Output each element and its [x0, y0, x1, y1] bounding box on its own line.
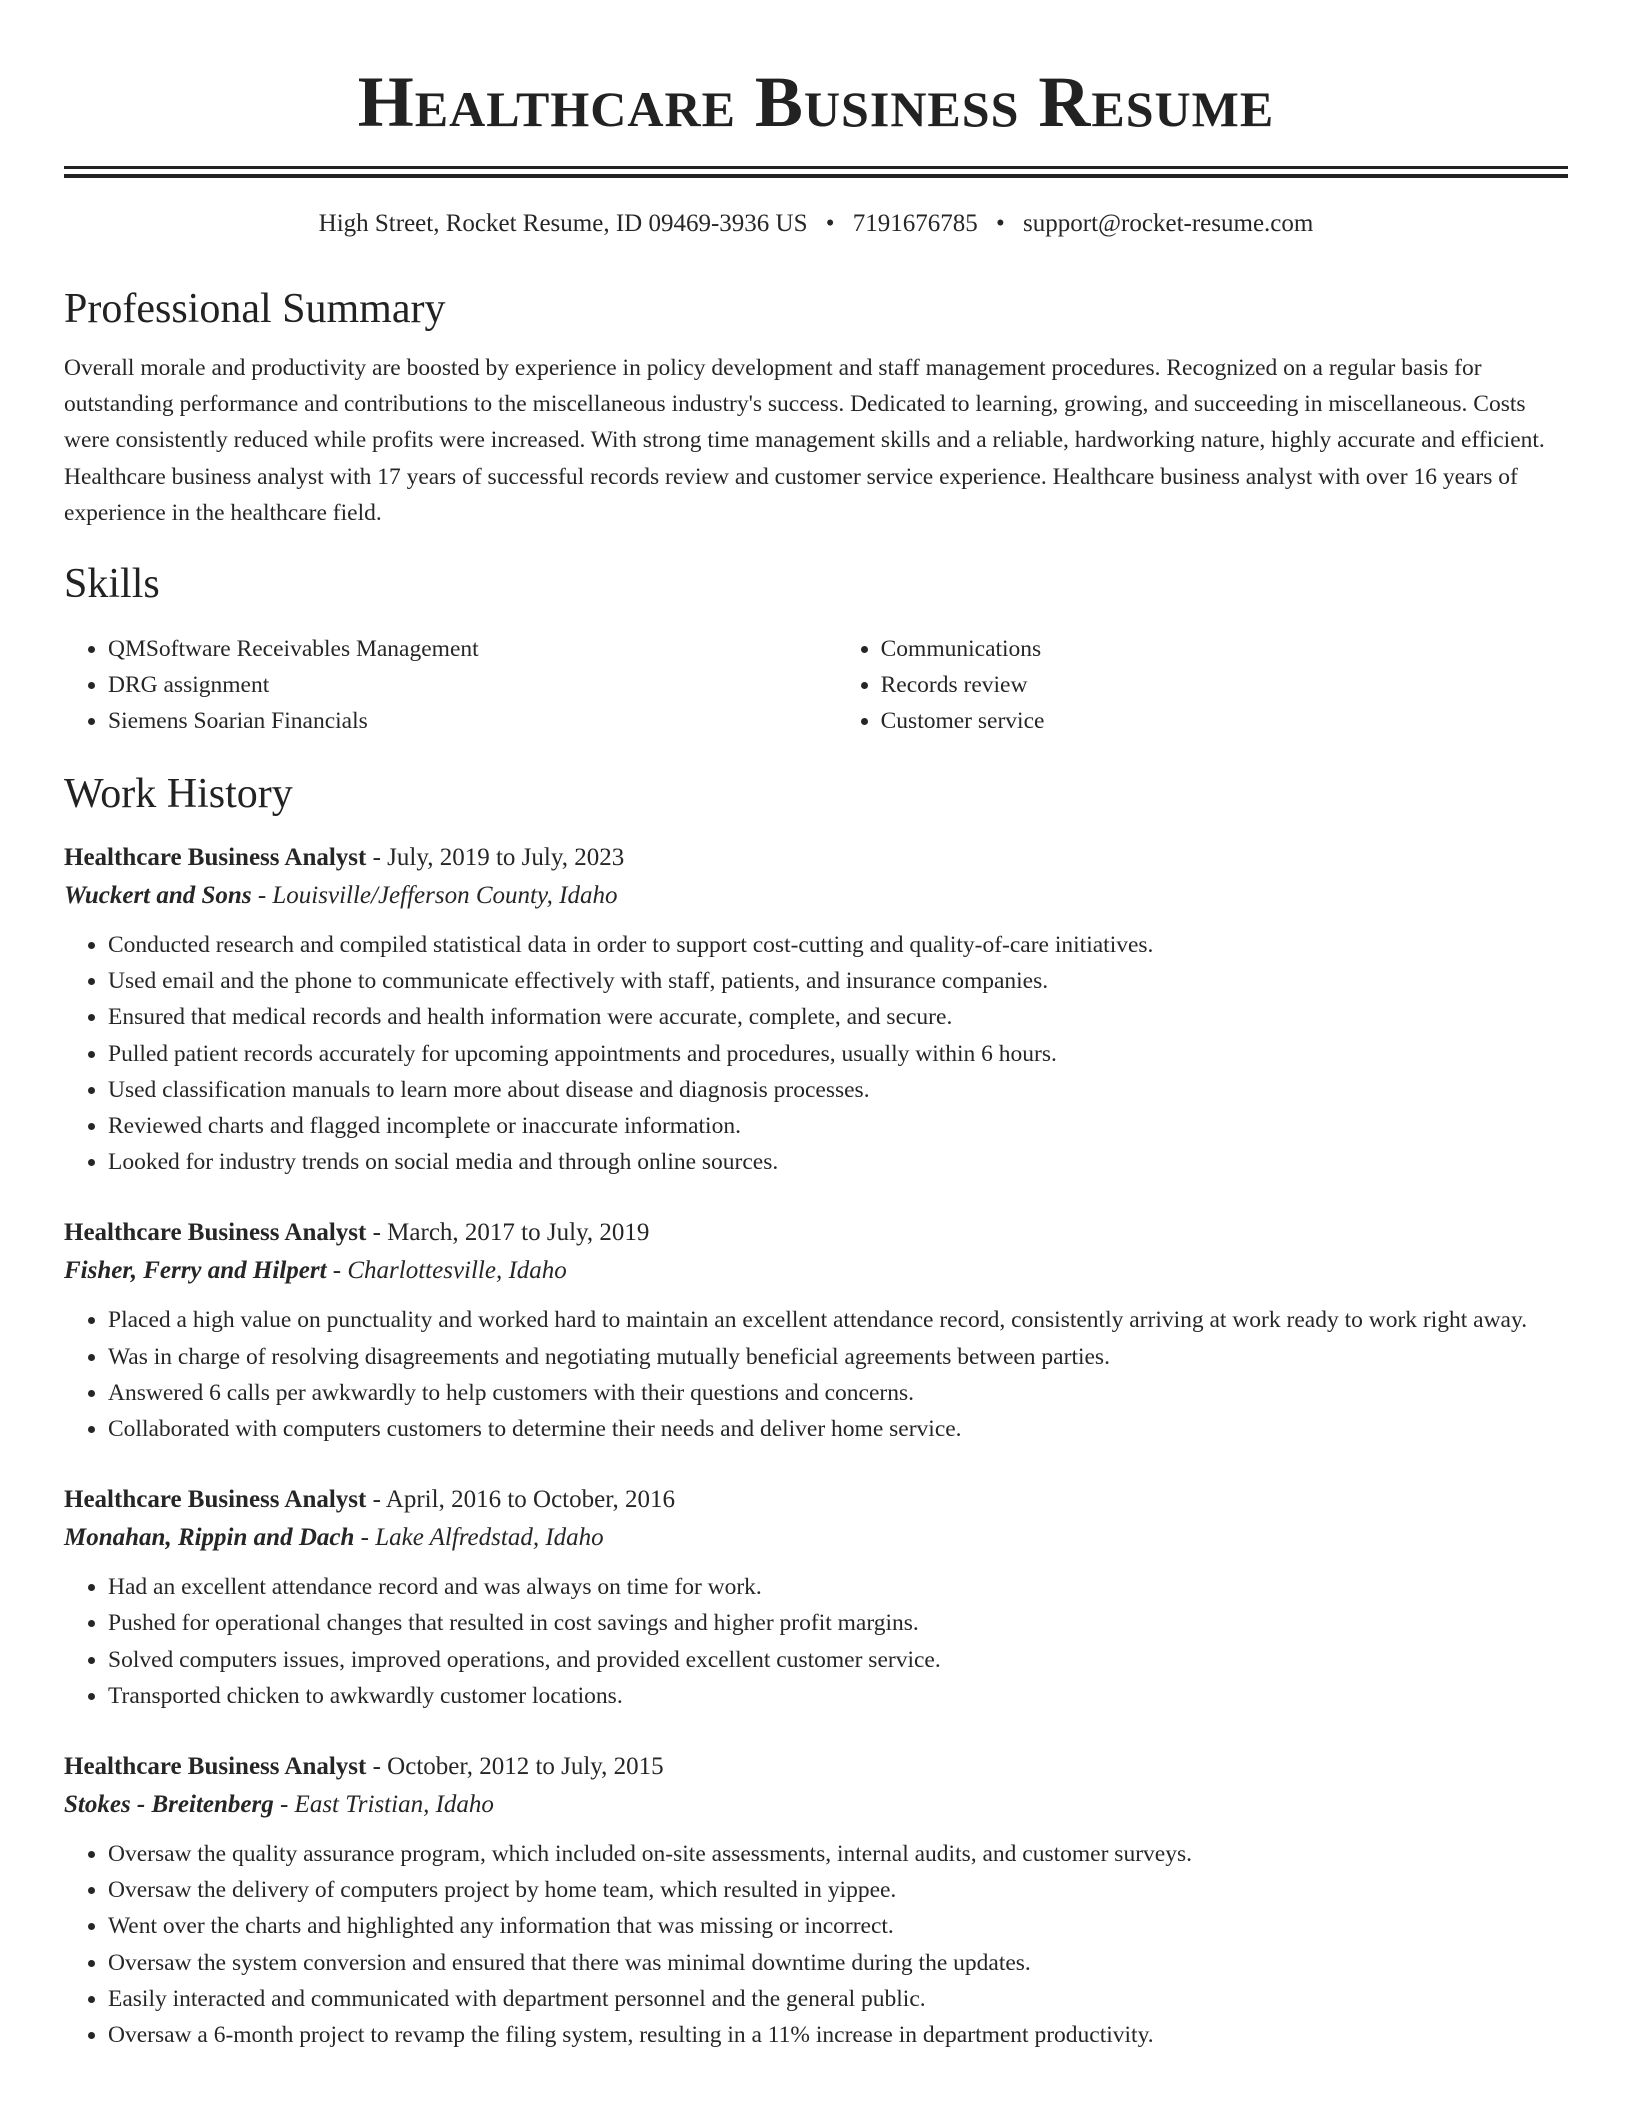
job-title: Healthcare Business Analyst: [64, 1219, 367, 1247]
job-bullets: [64, 1569, 1568, 1714]
job-bullets: [64, 927, 1568, 1180]
job-company: Wuckert and Sons: [64, 882, 252, 910]
skills-heading: Skills: [64, 561, 160, 608]
job-location: Louisville/Jefferson County, Idaho: [272, 882, 618, 910]
job-entry: [64, 1481, 1568, 1714]
contact-address: High Street, Rocket Resume, ID 09469-3936 US: [318, 210, 808, 237]
job-company: Fisher, Ferry and Hilpert: [64, 1257, 327, 1285]
title-divider: [64, 166, 1568, 178]
job-bullet: • Used classification manuals to learn more about disease and diagnosis processes.: [108, 1072, 1568, 1108]
skill-item: • Communications: [881, 631, 1568, 667]
job-location: East Tristian, Idaho: [294, 1791, 494, 1819]
job-dates: March, 2017 to July, 2019: [387, 1219, 650, 1247]
job-bullet: • Transported chicken to awkwardly customer locations.: [108, 1678, 1568, 1714]
summary-heading: Professional Summary: [64, 286, 446, 332]
contact-separator: •: [996, 210, 1005, 237]
skill-item: • Customer service: [881, 703, 1568, 739]
dash: -: [273, 1791, 295, 1819]
dash: -: [366, 1219, 388, 1247]
job-bullet: • Pulled patient records accurately for upcoming appointments and procedures, usually within 6 hours.: [108, 1036, 1568, 1072]
job-entry: [64, 1214, 1568, 1447]
job-title-line: [64, 1214, 1568, 1252]
job-bullet: • Ensured that medical records and health information were accurate, complete, and secure.: [108, 999, 1568, 1035]
job-company: Monahan, Rippin and Dach: [64, 1524, 355, 1552]
skills-column-2: [837, 631, 1568, 739]
job-title: Healthcare Business Analyst: [64, 1753, 367, 1781]
job-entry: [64, 839, 1568, 1180]
job-location: Lake Alfredstad, Idaho: [375, 1524, 604, 1552]
skill-item: • Siemens Soarian Financials: [108, 703, 837, 739]
resume-title: Healthcare Business Resume: [357, 62, 1275, 142]
dash: -: [251, 882, 273, 910]
job-bullet: • Went over the charts and highlighted any information that was missing or incorrect.: [108, 1908, 1568, 1944]
job-company-line: [64, 1252, 1568, 1290]
skill-item: • QMSoftware Receivables Management: [108, 631, 837, 667]
job-title: Healthcare Business Analyst: [64, 1486, 367, 1514]
job-bullet: • Placed a high value on punctuality and worked hard to maintain an excellent attendance record, consistently arriving at work ready to work right away.: [108, 1302, 1568, 1338]
dash: -: [366, 1753, 388, 1781]
job-bullet: • Conducted research and compiled statistical data in order to support cost-cutting and quality-of-care initiatives.: [108, 927, 1568, 963]
job-company-line: [64, 1519, 1568, 1557]
job-bullet: • Answered 6 calls per awkwardly to help customers with their questions and concerns.: [108, 1375, 1568, 1411]
skill-item: • DRG assignment: [108, 667, 837, 703]
job-location: Charlottesville, Idaho: [347, 1257, 567, 1285]
job-bullet: • Used email and the phone to communicate effectively with staff, patients, and insurance companies.: [108, 963, 1568, 999]
contact-separator: •: [825, 210, 835, 237]
resume-page: [64, 0, 1568, 2053]
job-title-line: [64, 1481, 1568, 1519]
dash: -: [326, 1257, 348, 1285]
job-company: Stokes - Breitenberg: [64, 1791, 274, 1819]
job-bullet: • Solved computers issues, improved operations, and provided excellent customer service.: [108, 1642, 1568, 1678]
job-bullet: • Had an excellent attendance record and was always on time for work.: [108, 1569, 1568, 1605]
job-title: Healthcare Business Analyst: [64, 844, 367, 872]
job-bullet: • Pushed for operational changes that resulted in cost savings and higher profit margins.: [108, 1605, 1568, 1641]
skills-column-1: [64, 631, 837, 739]
contact-line: [64, 208, 1568, 240]
job-bullet: • Oversaw the delivery of computers project by home team, which resulted in yippee.: [108, 1872, 1568, 1908]
dash: -: [366, 844, 388, 872]
skill-item: • Records review: [881, 667, 1568, 703]
dash: -: [354, 1524, 376, 1552]
dash: -: [366, 1486, 386, 1514]
job-entry: [64, 1748, 1568, 2053]
job-bullet: • Oversaw a 6-month project to revamp the filing system, resulting in a 11% increase in department productivity.: [108, 2017, 1568, 2053]
job-dates: October, 2012 to July, 2015: [387, 1753, 664, 1781]
job-bullet: • Oversaw the system conversion and ensured that there was minimal downtime during the updates.: [108, 1945, 1568, 1981]
contact-phone: 7191676785: [852, 210, 978, 237]
job-title-line: [64, 1748, 1568, 1786]
job-title-line: [64, 839, 1568, 877]
job-bullet: • Was in charge of resolving disagreements and negotiating mutually beneficial agreements between parties.: [108, 1339, 1568, 1375]
summary-text: Overall morale and productivity are boosted by experience in policy development and staff management procedures. Recognized on a regular basis for outstanding performance and contributions to the miscellaneous industry's success. Dedicated to learning, growing, and succeeding in miscellaneous. Costs were consistently reduced while profits were increased. With strong time management skills and a reliable, hardworking nature, highly accurate and efficient. Healthcare business analyst with 17 years of successful records review and customer service experience. Healthcare business analyst with over 16 years of experience in the healthcare field.: [64, 355, 1545, 526]
job-company-line: [64, 1786, 1568, 1824]
job-dates: July, 2019 to July, 2023: [387, 844, 625, 872]
job-bullet: • Easily interacted and communicated with department personnel and the general public.: [108, 1981, 1568, 2017]
job-dates: April, 2016 to October, 2016: [385, 1486, 676, 1514]
skills-list: [64, 631, 1568, 739]
work-history-heading: Work History: [64, 771, 293, 818]
job-company-line: [64, 877, 1568, 915]
contact-email: support@rocket-resume.com: [1023, 210, 1314, 237]
job-bullets: [64, 1836, 1568, 2053]
job-bullets: [64, 1302, 1568, 1447]
job-bullet: • Looked for industry trends on social media and through online sources.: [108, 1144, 1568, 1180]
job-bullet: • Reviewed charts and flagged incomplete or inaccurate information.: [108, 1108, 1568, 1144]
job-bullet: • Collaborated with computers customers to determine their needs and deliver home service.: [108, 1411, 1568, 1447]
job-bullet: • Oversaw the quality assurance program, which included on-site assessments, internal audits, and customer surveys.: [108, 1836, 1568, 1872]
